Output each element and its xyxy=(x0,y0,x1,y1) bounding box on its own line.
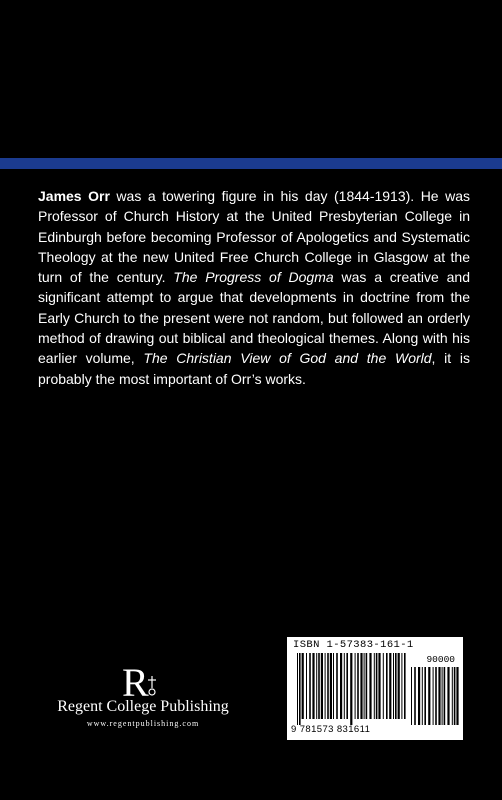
blurb-text-1: was a towering figure in his day (1844-1913). He was Professor of Church History at the United Presbyterian College in Edinburgh before becoming Professor of Apologetics and Systematic Theology at the new United Free Church College in Glasgow at the turn of the century. xyxy=(38,188,470,286)
isbn-label: ISBN 1-57383-161-1 xyxy=(293,639,414,651)
barcode-panel xyxy=(287,637,463,740)
back-cover-blurb xyxy=(38,186,470,389)
blurb-text-2: was a creative and significant attempt to argue that developments in doctrine from the Early Church to the present were not random, but followed an orderly method of drawing out biblical and theological themes. Along with his earlier volume, xyxy=(38,269,470,367)
blurb-text-3: , it is probably the most important of Orr’s works. xyxy=(38,350,471,387)
author-name: James Orr xyxy=(38,188,110,204)
book-title: The Progress of Dogma xyxy=(173,269,334,286)
barcode-digits: 9 781573 831611 xyxy=(291,724,371,735)
publisher-website: www.regentpublishing.com xyxy=(86,719,200,728)
svg-text:R: R xyxy=(122,660,149,702)
r-monogram-icon xyxy=(116,660,164,702)
earlier-book-title: The Christian View of God and the World xyxy=(143,350,432,367)
blue-divider-stripe xyxy=(0,158,502,169)
price-addon: 90000 xyxy=(426,654,455,665)
publisher-name: Regent College Publishing xyxy=(57,698,229,715)
